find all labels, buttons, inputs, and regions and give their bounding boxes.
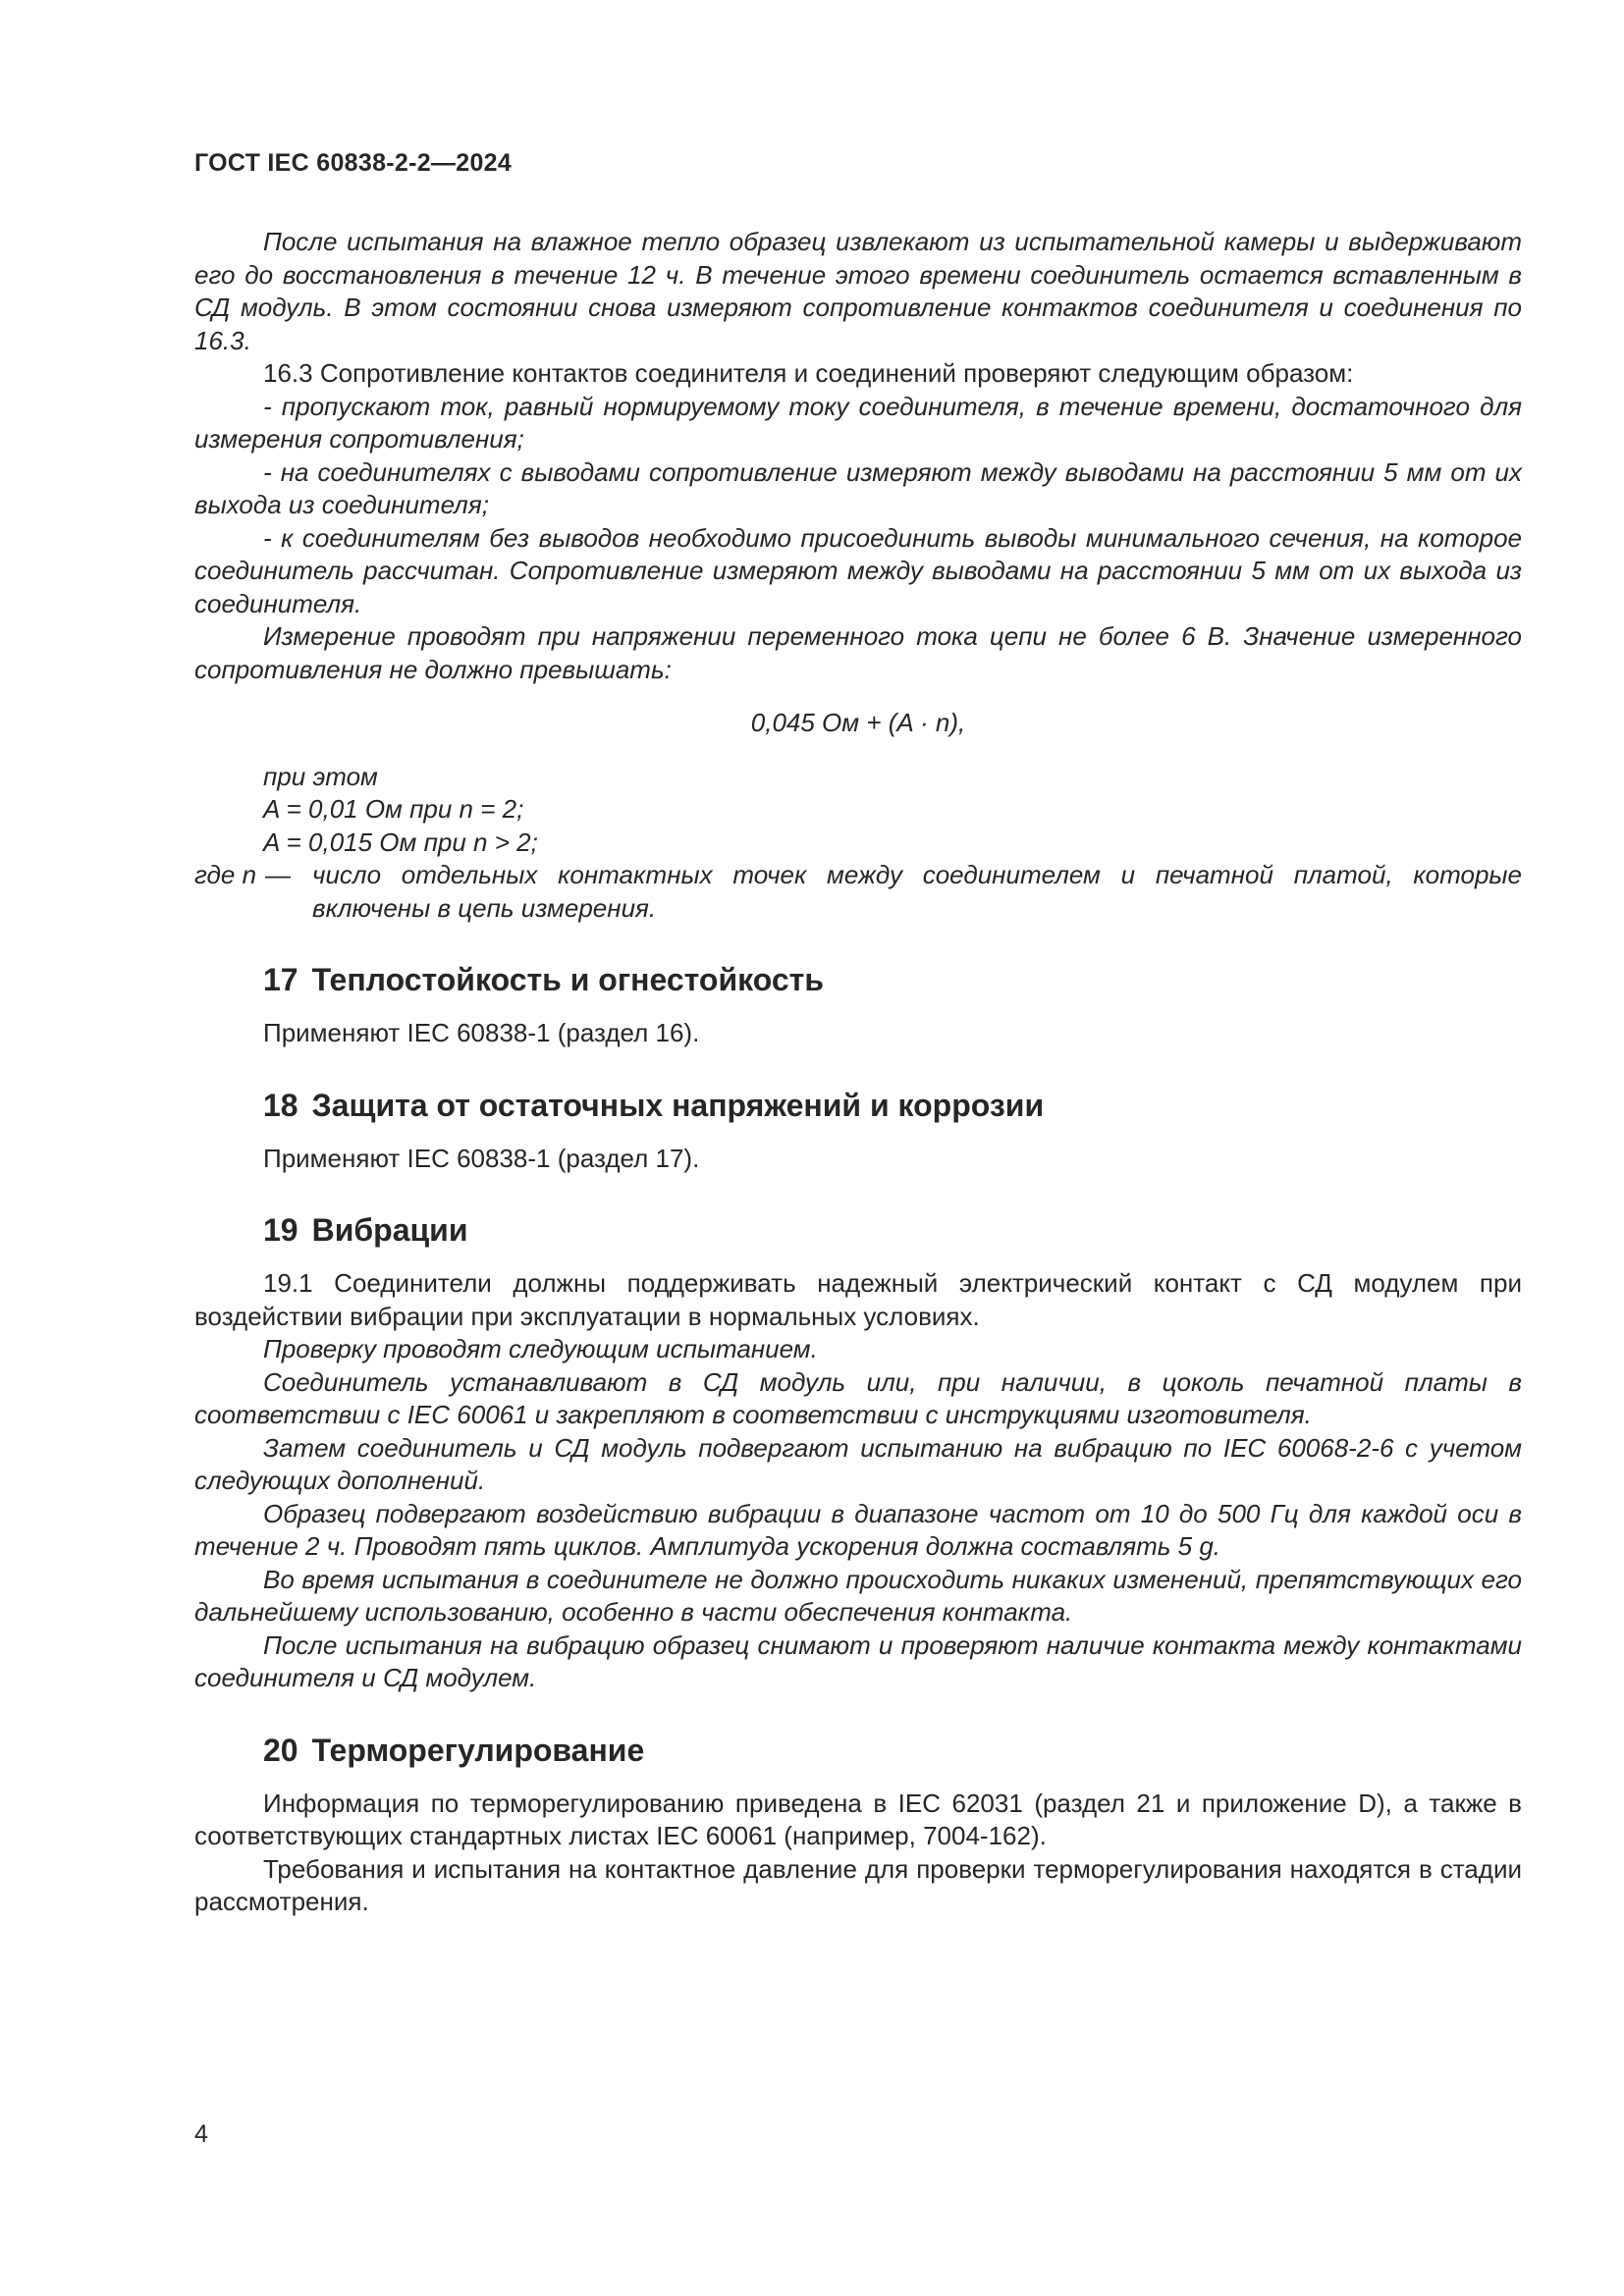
section-number: 19 [263,1212,298,1248]
list-item: - к соединителям без выводов необходимо присоединить выводы минимального сечения, на которое соединитель рассчитан. Сопротивление измеряют между выводами на расстоянии 5 мм от их выхода из соединителя. [194,522,1522,618]
paragraph: Применяют IEC 60838-1 (раздел 16). [263,1018,700,1047]
paragraph: Применяют IEC 60838-1 (раздел 17). [263,1143,700,1173]
section-number: 18 [263,1087,298,1123]
section-title: Теплостойкость и огнестойкость [311,962,824,997]
section-heading-20 [194,1731,1522,1770]
where-definition: число отдельных контактных точек между соединителем и печатной платой, которые включены в цепь измерения. [312,860,1522,923]
paragraph: После испытания на вибрацию образец снимают и проверяют наличие контакта между контактами соединителя и СД модулем. [194,1629,1522,1692]
formula-condition: A = 0,01 Ом при n = 2; [263,794,524,824]
section-title: Вибрации [311,1212,468,1248]
formula-where [194,859,1522,925]
paragraph: Измерение проводят при напряжении переменного тока цепи не более 6 В. Значение измеренного сопротивления не должно превышать: [194,621,1522,684]
section-heading-19 [194,1210,1522,1250]
page-number: 4 [194,2120,208,2148]
page-header: ГОСТ IEC 60838-2-2—2024 [194,149,513,177]
paragraph: Соединитель устанавливают в СД модуль или, при наличии, в цоколь печатной платы в соответствии с IEC 60061 и закрепляют в соответствии с инструкциями изготовителя. [194,1366,1522,1429]
section-number: 17 [263,962,298,997]
clause-19-1: 19.1 Соединители должны поддерживать надежный электрический контакт с СД модулем при воздействии вибрации при эксплуатации в нормальных условиях. [194,1268,1522,1331]
paragraph: Требования и испытания на контактное давление для проверки терморегулирования находятся в стадии рассмотрения. [194,1853,1522,1916]
paragraph: Затем соединитель и СД модуль подвергают испытанию на вибрацию по IEC 60068-2-6 с учетом следующих дополнений. [194,1432,1522,1495]
paragraph: После испытания на влажное тепло образец извлекают из испытательной камеры и выдерживают его до восстановления в течение 12 ч. В течение этого времени соединитель остается вставленным в СД модуль. В этом состоянии снова измеряют сопротивление контактов соединителя и соединения по 16.3. [194,227,1522,355]
formula: 0,045 Ом + (A · n), [750,708,966,737]
section-title: Терморегулирование [311,1732,645,1768]
section-title: Защита от остаточных напряжений и коррозии [311,1087,1045,1123]
paragraph: Образец подвергают воздействию вибрации в диапазоне частот от 10 до 500 Гц для каждой оси в течение 2 ч. Проводят пять циклов. Амплитуда ускорения должна составлять 5 g. [194,1498,1522,1561]
list-item: - пропускают ток, равный нормируемому току соединителя, в течение времени, достаточного для измерения сопротивления; [194,391,1522,454]
paragraph: Информация по терморегулированию приведена в IEC 62031 (раздел 21 и приложение D), а также в соответствующих стандартных листах IEC 60061 (например, 7004-162). [194,1788,1522,1850]
formula-note: при этом [263,761,378,791]
section-number: 20 [263,1732,298,1768]
where-term: где n [194,860,257,889]
clause-16-3: 16.3 Сопротивление контактов соединителя и соединений проверяют следующим образом: [263,358,1354,388]
paragraph: Во время испытания в соединителе не должно происходить никаких изменений, препятствующих его дальнейшему использованию, особенно в части обеспечения контакта. [194,1564,1522,1627]
where-dash: — [265,860,291,889]
section-heading-18 [194,1086,1522,1125]
page-content [194,226,1522,1919]
list-item: - на соединителях с выводами сопротивление измеряют между выводами на расстоянии 5 мм от их выхода из соединителя; [194,456,1522,519]
section-heading-17 [194,960,1522,999]
paragraph: Проверку проводят следующим испытанием. [263,1334,818,1363]
formula-condition: A = 0,015 Ом при n > 2; [263,827,538,857]
